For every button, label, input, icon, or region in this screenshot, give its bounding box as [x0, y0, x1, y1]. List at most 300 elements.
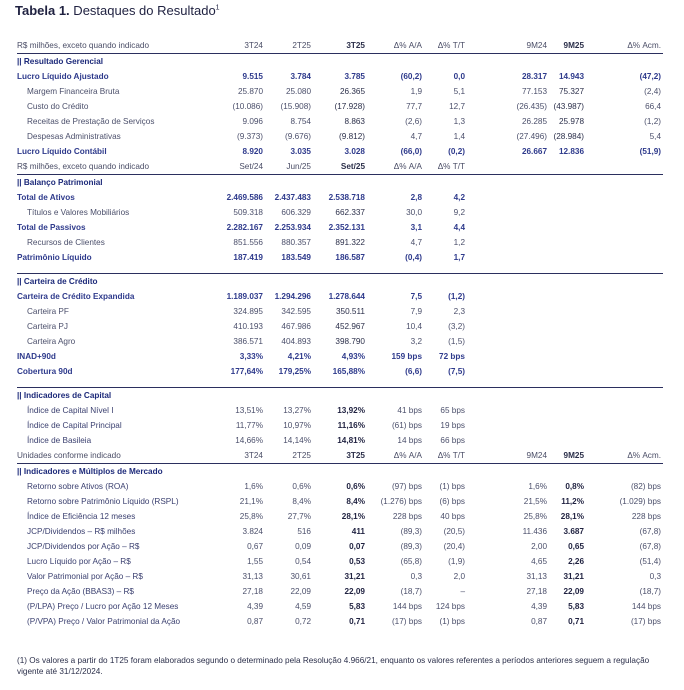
- section-title-row: [17, 274, 663, 290]
- table-cell: 8,4%: [346, 497, 365, 506]
- table-cell: [586, 235, 663, 250]
- table-cell: 0,07: [349, 542, 365, 551]
- table-cell: 14,66%: [235, 436, 263, 445]
- row-label: Carteira PF: [27, 307, 69, 316]
- table-row: [17, 433, 663, 448]
- table-cell: 350.511: [336, 307, 365, 316]
- table-cell: 31,13: [242, 572, 263, 581]
- table-cell: (2,6): [405, 117, 422, 126]
- row-label: Carteira PJ: [27, 322, 68, 331]
- table-cell: 186.587: [335, 253, 365, 262]
- table-cell: 342.595: [281, 307, 311, 316]
- table-cell: [467, 250, 510, 265]
- table-cell: [586, 190, 663, 205]
- table-cell: 21,5%: [523, 497, 547, 506]
- table-cell: 0,87: [531, 617, 547, 626]
- table-cell: 0,71: [568, 617, 584, 626]
- table-cell: 31,21: [344, 572, 365, 581]
- column-header: 3T25: [313, 448, 367, 464]
- table-row: [17, 144, 663, 159]
- table-cell: [586, 319, 663, 334]
- table-cell: 22,09: [344, 587, 365, 596]
- table-cell: 41 bps: [397, 406, 422, 415]
- section-title: || Carteira de Crédito: [17, 274, 663, 290]
- header-label: Unidades conforme indicado: [17, 448, 207, 464]
- table-cell: (3,2): [448, 322, 465, 331]
- table-cell: 2,26: [568, 557, 584, 566]
- table-cell: [549, 403, 586, 418]
- row-label: JCP/Dividendos por Ação – R$: [27, 542, 140, 551]
- table-cell: 0,3: [649, 572, 661, 581]
- table-row: [17, 599, 663, 614]
- table-cell: (65,8): [400, 557, 422, 566]
- table-cell: 851.556: [233, 238, 263, 247]
- table-cell: 25,8%: [523, 512, 547, 521]
- table-row: [17, 509, 663, 524]
- table-cell: 3,1: [410, 223, 422, 232]
- spacer-row: [17, 265, 663, 274]
- row-label: Patrimônio Líquido: [17, 253, 92, 262]
- header-row: [17, 448, 663, 464]
- table-cell: [467, 205, 510, 220]
- table-cell: [467, 334, 510, 349]
- column-header: Set/25: [313, 159, 367, 175]
- table-cell: [549, 289, 586, 304]
- table-cell: 21,1%: [239, 497, 263, 506]
- table-cell: 183.549: [281, 253, 311, 262]
- table-row: [17, 524, 663, 539]
- row-label: INAD+90d: [17, 352, 56, 361]
- column-header: [467, 38, 510, 54]
- row-label: Carteira de Crédito Expandida: [17, 292, 135, 301]
- table-cell: 3,2: [410, 337, 422, 346]
- section-title-row: [17, 464, 663, 480]
- table-cell: (18,7): [639, 587, 661, 596]
- row-label: Preço da Ação (BBAS3) – R$: [27, 587, 134, 596]
- table-cell: 410.193: [233, 322, 263, 331]
- table-cell: [467, 99, 510, 114]
- column-header: 2T25: [265, 38, 313, 54]
- table-cell: 27,18: [242, 587, 263, 596]
- table-cell: 26.365: [339, 87, 365, 96]
- table-cell: 0,09: [295, 542, 311, 551]
- table-cell: 4,39: [247, 602, 263, 611]
- table-cell: 509.318: [233, 208, 263, 217]
- row-label: (P/VPA) Preço / Valor Patrimonial da Ação: [27, 617, 181, 626]
- table-cell: 4,7: [410, 132, 422, 141]
- table-row: [17, 99, 663, 114]
- table-cell: 4,59: [295, 602, 311, 611]
- table-row: [17, 539, 663, 554]
- table-cell: 452.967: [335, 322, 365, 331]
- results-table: [17, 38, 663, 629]
- table-cell: 187.419: [233, 253, 263, 262]
- column-header: [467, 448, 510, 464]
- table-row: [17, 129, 663, 144]
- table-cell: 11,16%: [337, 421, 365, 430]
- table-cell: 0,67: [247, 542, 263, 551]
- table-cell: 2,00: [531, 542, 547, 551]
- column-header: [586, 159, 663, 175]
- table-cell: 12.836: [558, 147, 584, 156]
- row-label: Retorno sobre Ativos (ROA): [27, 482, 129, 491]
- table-cell: [549, 304, 586, 319]
- header-row: [17, 38, 663, 54]
- table-cell: 72 bps: [439, 352, 465, 361]
- table-cell: [467, 364, 510, 379]
- table-cell: 10,97%: [283, 421, 311, 430]
- table-title-footnote-mark: 1: [215, 4, 220, 12]
- table-cell: (17.928): [334, 102, 365, 111]
- row-label: Títulos e Valores Mobiliários: [27, 208, 130, 217]
- table-cell: 66 bps: [440, 436, 465, 445]
- table-cell: 8.754: [290, 117, 311, 126]
- table-cell: 4,2: [453, 193, 465, 202]
- table-cell: [549, 220, 586, 235]
- table-cell: 324.895: [233, 307, 263, 316]
- table-cell: 4,7: [410, 238, 422, 247]
- table-cell: 27,18: [526, 587, 547, 596]
- table-cell: 5,83: [349, 602, 365, 611]
- table-cell: (1,2): [448, 292, 465, 301]
- column-header: 3T24: [207, 38, 265, 54]
- table-cell: 4,21%: [287, 352, 311, 361]
- row-label: Recursos de Clientes: [27, 238, 105, 247]
- table-cell: 228 bps: [631, 512, 661, 521]
- table-cell: 398.790: [335, 337, 365, 346]
- table-cell: [510, 418, 549, 433]
- column-header: Jun/25: [265, 159, 313, 175]
- table-cell: 880.357: [281, 238, 311, 247]
- footnote: (1) Os valores a partir do 1T25 foram elaborados segundo o determinado pela Resolução 4.966/21, enquanto os valores referentes a períodos anteriores seguem a regulação vigente até 31/12/2024.: [17, 656, 650, 676]
- table-row: [17, 614, 663, 629]
- table-cell: 11,77%: [235, 421, 263, 430]
- table-cell: [467, 69, 510, 84]
- row-label: Margem Financeira Bruta: [27, 87, 120, 96]
- table-cell: 13,92%: [337, 406, 365, 415]
- table-cell: (67,8): [639, 527, 661, 536]
- table-cell: [586, 334, 663, 349]
- table-cell: (20,4): [443, 542, 465, 551]
- column-header: 2T25: [265, 448, 313, 464]
- table-cell: 13,51%: [235, 406, 263, 415]
- table-row: [17, 114, 663, 129]
- table-cell: (82) bps: [630, 482, 661, 491]
- table-title-number: Tabela 1.: [15, 3, 70, 18]
- table-cell: 2.282.167: [226, 223, 263, 232]
- table-cell: (2,4): [644, 87, 661, 96]
- column-header: Δ% T/T: [424, 159, 467, 175]
- section-title: || Balanço Patrimonial: [17, 178, 103, 187]
- table-cell: 2.469.586: [226, 193, 263, 202]
- row-label: Total de Passivos: [17, 223, 86, 232]
- table-cell: [467, 304, 510, 319]
- table-cell: (6,6): [405, 367, 422, 376]
- table-cell: 77,7: [406, 102, 422, 111]
- table-cell: 1,6%: [528, 482, 547, 491]
- header-row: [17, 159, 663, 175]
- section-title: || Indicadores e Múltiplos de Mercado: [17, 467, 163, 476]
- table-cell: (66,0): [400, 147, 422, 156]
- table-cell: [510, 235, 549, 250]
- table-cell: [510, 289, 549, 304]
- table-row: [17, 569, 663, 584]
- row-label: Despesas Administrativas: [27, 132, 121, 141]
- table-cell: (47,2): [639, 72, 661, 81]
- row-label: Índice de Eficiência 12 meses: [27, 512, 136, 521]
- table-cell: [467, 235, 510, 250]
- row-label: Cobertura 90d: [17, 367, 73, 376]
- table-cell: 9,2: [453, 208, 465, 217]
- table-cell: 2,0: [453, 572, 465, 581]
- table-cell: [549, 250, 586, 265]
- table-cell: [510, 349, 549, 364]
- table-cell: (28.984): [553, 132, 584, 141]
- table-cell: 159 bps: [391, 352, 422, 361]
- table-cell: [467, 614, 510, 629]
- table-cell: [467, 584, 510, 599]
- table-cell: 11,2%: [561, 497, 584, 506]
- table-cell: [467, 319, 510, 334]
- table-cell: [586, 289, 663, 304]
- table-cell: 165,88%: [332, 367, 365, 376]
- row-label: Carteira Agro: [27, 337, 76, 346]
- table-cell: [586, 220, 663, 235]
- table-cell: [467, 129, 510, 144]
- table-cell: 14.943: [558, 72, 584, 81]
- table-cell: 5,1: [453, 87, 465, 96]
- table-cell: 3.785: [344, 72, 365, 81]
- table-cell: (6) bps: [439, 497, 465, 506]
- table-cell: 2.437.483: [274, 193, 311, 202]
- table-cell: (1,9): [448, 557, 465, 566]
- table-cell: 891.322: [335, 238, 365, 247]
- table-cell: [549, 190, 586, 205]
- table-cell: 1,6%: [244, 482, 263, 491]
- table-title: [15, 3, 220, 18]
- table-cell: (97) bps: [391, 482, 422, 491]
- table-cell: [467, 418, 510, 433]
- table-cell: (89,3): [400, 527, 422, 536]
- table-cell: [467, 289, 510, 304]
- table-cell: 12,7: [449, 102, 465, 111]
- table-cell: 22,09: [563, 587, 584, 596]
- column-header: Δ% T/T: [424, 448, 467, 464]
- row-label: Lucro Líquido por Ação – R$: [27, 557, 131, 566]
- table-row: [17, 190, 663, 205]
- table-row: [17, 494, 663, 509]
- table-cell: [549, 319, 586, 334]
- table-cell: 75.327: [558, 87, 584, 96]
- table-cell: [510, 190, 549, 205]
- table-cell: 30,0: [406, 208, 422, 217]
- column-header: 9M24: [510, 448, 549, 464]
- table-row: [17, 418, 663, 433]
- table-cell: 7,9: [410, 307, 422, 316]
- table-cell: 2.352.131: [328, 223, 365, 232]
- table-cell: [510, 364, 549, 379]
- table-cell: 31,13: [526, 572, 547, 581]
- table-cell: 5,4: [649, 132, 661, 141]
- table-cell: 14 bps: [397, 436, 422, 445]
- table-cell: [467, 190, 510, 205]
- table-row: [17, 364, 663, 379]
- table-cell: 2.538.718: [328, 193, 365, 202]
- table-cell: [467, 599, 510, 614]
- row-label: Lucro Líquido Contábil: [17, 147, 107, 156]
- table-cell: (67,8): [639, 542, 661, 551]
- table-title-text: Destaques do Resultado: [69, 3, 216, 18]
- table-cell: (0,4): [405, 253, 422, 262]
- table-cell: [510, 403, 549, 418]
- row-label: Total de Ativos: [17, 193, 75, 202]
- row-label: Índice de Capital Principal: [27, 421, 122, 430]
- table-cell: 0,6%: [346, 482, 365, 491]
- table-cell: 0,6%: [292, 482, 311, 491]
- table-cell: [549, 334, 586, 349]
- table-cell: (43.987): [553, 102, 584, 111]
- table-cell: [467, 84, 510, 99]
- table-cell: (89,3): [400, 542, 422, 551]
- table-cell: [467, 114, 510, 129]
- table-cell: [467, 524, 510, 539]
- table-cell: 662.337: [335, 208, 365, 217]
- table-row: [17, 479, 663, 494]
- table-cell: 0,87: [247, 617, 263, 626]
- table-row: [17, 69, 663, 84]
- column-header: Δ% Acm.: [586, 448, 663, 464]
- table-cell: 0,65: [568, 542, 584, 551]
- row-label: Receitas de Prestação de Serviços: [27, 117, 155, 126]
- table-cell: 8,4%: [292, 497, 311, 506]
- table-cell: [549, 349, 586, 364]
- table-cell: [586, 250, 663, 265]
- table-cell: 14,81%: [337, 436, 365, 445]
- column-header: 3T24: [207, 448, 265, 464]
- table-cell: 4,65: [531, 557, 547, 566]
- table-cell: 0,3: [410, 572, 422, 581]
- table-cell: [467, 539, 510, 554]
- table-cell: 25.080: [285, 87, 311, 96]
- table-cell: [586, 304, 663, 319]
- table-cell: (27.496): [516, 132, 547, 141]
- table-cell: 0,71: [349, 617, 365, 626]
- table-cell: (51,4): [639, 557, 661, 566]
- table-cell: 25.870: [237, 87, 263, 96]
- row-label: (P/LPA) Preço / Lucro por Ação 12 Meses: [27, 602, 179, 611]
- table-cell: 516: [297, 527, 311, 536]
- table-cell: 26.285: [521, 117, 547, 126]
- table-cell: 30,61: [290, 572, 311, 581]
- table-cell: 386.571: [233, 337, 263, 346]
- table-cell: (1.276) bps: [380, 497, 422, 506]
- table-cell: 3.687: [563, 527, 584, 536]
- table-cell: 25.978: [558, 117, 584, 126]
- table-cell: 26.667: [521, 147, 547, 156]
- table-cell: [467, 349, 510, 364]
- table-row: [17, 250, 663, 265]
- row-label: Índice de Capital Nível I: [27, 406, 114, 415]
- table-cell: 411: [351, 527, 365, 536]
- table-cell: 11.436: [522, 527, 547, 536]
- column-header: [467, 159, 510, 175]
- column-header: Δ% A/A: [367, 159, 424, 175]
- table-cell: –: [460, 587, 465, 596]
- column-header: 9M24: [510, 38, 549, 54]
- row-label: Retorno sobre Patrimônio Líquido (RSPL): [27, 497, 179, 506]
- table-cell: 467.986: [281, 322, 311, 331]
- column-header: 9M25: [549, 38, 586, 54]
- table-cell: 22,09: [290, 587, 311, 596]
- table-cell: 3,33%: [239, 352, 263, 361]
- column-header: [510, 159, 549, 175]
- table-cell: 2.253.934: [274, 223, 311, 232]
- table-cell: 27,7%: [287, 512, 311, 521]
- table-cell: [510, 433, 549, 448]
- table-cell: 177,64%: [230, 367, 263, 376]
- table-cell: 0,0: [453, 72, 465, 81]
- table-cell: 66,4: [645, 102, 661, 111]
- section-title: || Indicadores de Capital: [17, 388, 663, 404]
- table-cell: 10,4: [406, 322, 422, 331]
- table-cell: [549, 364, 586, 379]
- table-cell: (15.908): [280, 102, 311, 111]
- table-cell: 28.317: [521, 72, 547, 81]
- table-cell: (9.373): [237, 132, 263, 141]
- table-row: [17, 349, 663, 364]
- table-cell: 2,3: [453, 307, 465, 316]
- table-cell: 1.294.296: [274, 292, 311, 301]
- table-cell: 1,7: [453, 253, 465, 262]
- table-cell: [586, 364, 663, 379]
- column-header: Δ% A/A: [367, 448, 424, 464]
- column-header: 3T25: [313, 38, 367, 54]
- table-cell: (17) bps: [391, 617, 422, 626]
- table-cell: (60,2): [400, 72, 422, 81]
- table-cell: 4,4: [453, 223, 465, 232]
- row-label: Valor Patrimonial por Ação – R$: [27, 572, 143, 581]
- table-row: [17, 205, 663, 220]
- table-cell: 144 bps: [631, 602, 661, 611]
- row-label: Custo do Crédito: [27, 102, 89, 111]
- table-row: [17, 319, 663, 334]
- table-row: [17, 403, 663, 418]
- table-cell: (1) bps: [439, 617, 465, 626]
- table-cell: 3.784: [290, 72, 311, 81]
- table-cell: 0,72: [295, 617, 311, 626]
- table-cell: 1.189.037: [226, 292, 263, 301]
- table-cell: 28,1%: [560, 512, 584, 521]
- table-cell: (18,7): [400, 587, 422, 596]
- table-cell: 0,8%: [565, 482, 584, 491]
- table-cell: 8.863: [344, 117, 365, 126]
- table-cell: 25,8%: [239, 512, 263, 521]
- table-cell: 19 bps: [440, 421, 465, 430]
- table-cell: 1,2: [453, 238, 465, 247]
- table-cell: 40 bps: [440, 512, 465, 521]
- table-row: [17, 289, 663, 304]
- table-cell: 228 bps: [392, 512, 422, 521]
- table-cell: (17) bps: [630, 617, 661, 626]
- table-cell: [467, 479, 510, 494]
- table-row: [17, 334, 663, 349]
- table-cell: (1) bps: [439, 482, 465, 491]
- table-row: [17, 235, 663, 250]
- row-label: Lucro Líquido Ajustado: [17, 72, 109, 81]
- spacer-row: [17, 379, 663, 388]
- row-label: JCP/Dividendos – R$ milhões: [27, 527, 136, 536]
- table-cell: 1,4: [453, 132, 465, 141]
